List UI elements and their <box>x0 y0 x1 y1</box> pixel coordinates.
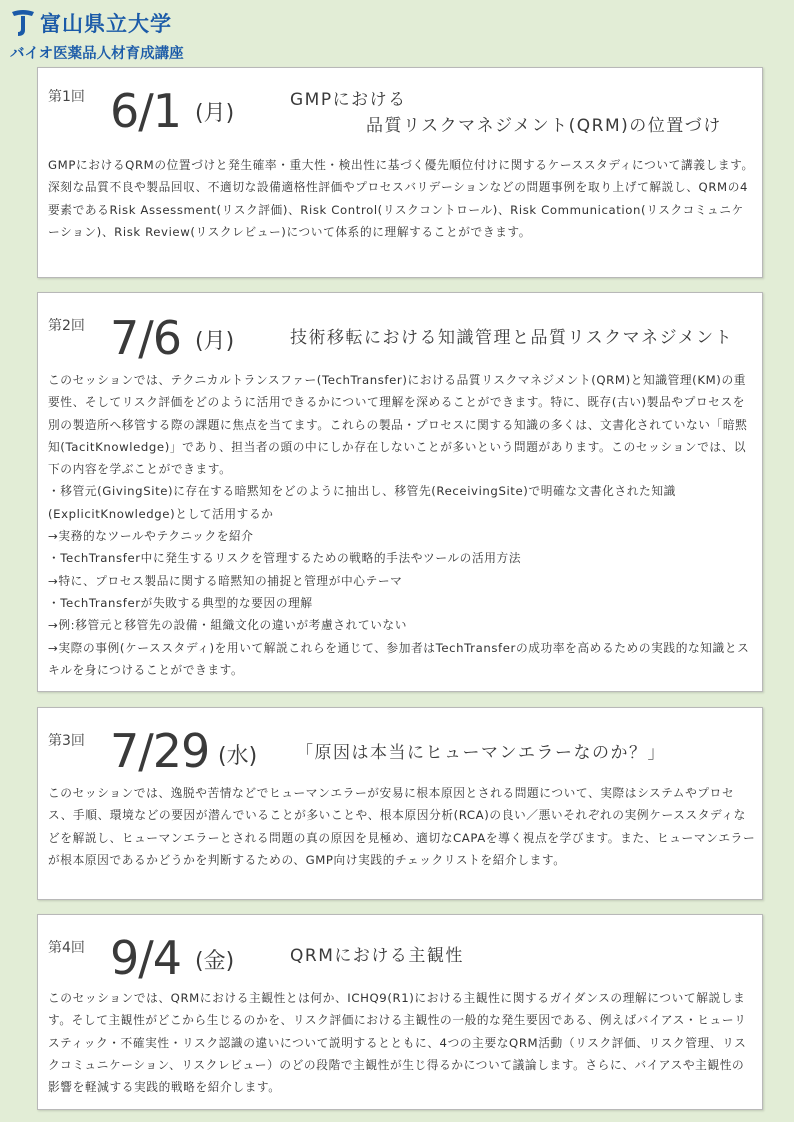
session-number: 第4回 <box>48 940 85 956</box>
session-description: GMPにおけるQRMの位置づけと発生確率・重大性・検出性に基づく優先順位付けに関するケーススタディについて講義します。深刻な品質不良や製品回収、不適切な設備適格性評価やプロセスバリデーションなどの問題事例を取り上げて解説し、QRMの4要素であるRisk Assessment(リスク評価)、Risk Control(リスクコントロール)、Risk Communication(リスクコミュニケーション)、Risk Review(リスクレビュー)について体系的に理解することができます。 <box>48 158 754 239</box>
session-weekday: (月) <box>195 101 235 126</box>
session-title-line2: 品質リスクマネジメント(QRM)の位置づけ <box>366 116 722 136</box>
session-description: このセッションでは、テクニカルトランスファー(TechTransfer)における品質リスクマネジメント(QRM)と知識管理(KM)の重要性、そしてリスク評価をどのように活用できるかについて理解を深めることができます。特に、既存(古い)製品やプロセスを別の製造所へ移管する際の課題に焦点を当てます。これらの製品・プロセスに関する知識の多くは、文書化されていない「暗黙知(TacitKnowledge)」であり、担当者の頭の中にしか存在しないことが多いという問題があります。このセッションでは、以下の内容を学ぶことができます。 ・移管元(GivingSite)に存在する暗黙知をどのように抽出し、移管先(ReceivingSite)で明確な文書化された知識(ExplicitKnowledge)として活用するか →実務的なツールやテクニックを紹介 ・TechTransfer中に発生するリスクを管理するための戦略的手法やツールの活用方法 →特に、プロセス製品に関する暗黙知の捕捉と管理が中心テーマ ・TechTransferが失敗する典型的な要因の理解 →例:移管元と移管先の設備・組織文化の違いが考慮されていない →実際の事例(ケーススタディ)を用いて解説これらを通じて、参加者はTechTransferの成功率を高めるための実践的な知識とスキルを身につけることができます。 <box>48 373 750 677</box>
session-title-line1: GMPにおける <box>290 90 407 110</box>
session-card-1 <box>37 67 763 278</box>
university-name: 富山県立大学 <box>40 12 172 36</box>
session-card-2 <box>37 292 763 692</box>
session-card-4 <box>37 914 763 1110</box>
session-weekday: (月) <box>195 329 235 354</box>
session-description: このセッションでは、QRMにおける主観性とは何か、ICHQ9(R1)における主観性に関するガイダンスの理解について解説します。そして主観性がどこから生じるのかを、リスク評価における主観性の一般的な発生要因である、例えばバイアス・ヒューリスティック・不確実性・リスク認識の違いについて説明するとともに、4つの主要なQRM活動（リスク評価、リスク管理、リスクコミュニケーション、リスクレビュー）のどの段階で主観性が生じ得るかについて議論します。さらに、バイアスや主観性の影響を軽減する実践的戦略を紹介します。 <box>48 991 747 1095</box>
session-date: 9/4 <box>110 931 182 985</box>
session-number: 第3回 <box>48 733 85 749</box>
session-title: 「原因は本当にヒューマンエラーなのか？」 <box>296 743 666 763</box>
session-date: 7/6 <box>110 311 182 365</box>
session-card-3 <box>37 707 763 900</box>
session-number: 第2回 <box>48 318 85 334</box>
session-title: 技術移転における知識管理と品質リスクマネジメント <box>290 328 734 348</box>
university-logo <box>10 6 270 62</box>
session-weekday: (水) <box>218 744 258 769</box>
session-date: 6/1 <box>110 84 182 138</box>
session-weekday: (金) <box>195 949 235 974</box>
program-name: バイオ医薬品人材育成講座 <box>10 46 184 62</box>
session-description: このセッションでは、逸脱や苦情などでヒューマンエラーが安易に根本原因とされる問題について、実際はシステムやプロセス、手順、環境などの要因が潜んでいることが多いことや、根本原因分析(RCA)の良い／悪いそれぞれの実例ケーススタディなどを解説し、ヒューマンエラーとされる問題の真の原因を見極め、適切なCAPAを導く視点を学びます。また、ヒューマンエラーが根本原因であるかどうかを判断するための、GMP向け実践的チェックリストを紹介します。 <box>48 786 756 867</box>
session-number: 第1回 <box>48 89 85 105</box>
session-date: 7/29 <box>110 724 210 778</box>
session-title: QRMにおける主観性 <box>290 946 464 966</box>
university-logo-icon <box>10 8 36 38</box>
